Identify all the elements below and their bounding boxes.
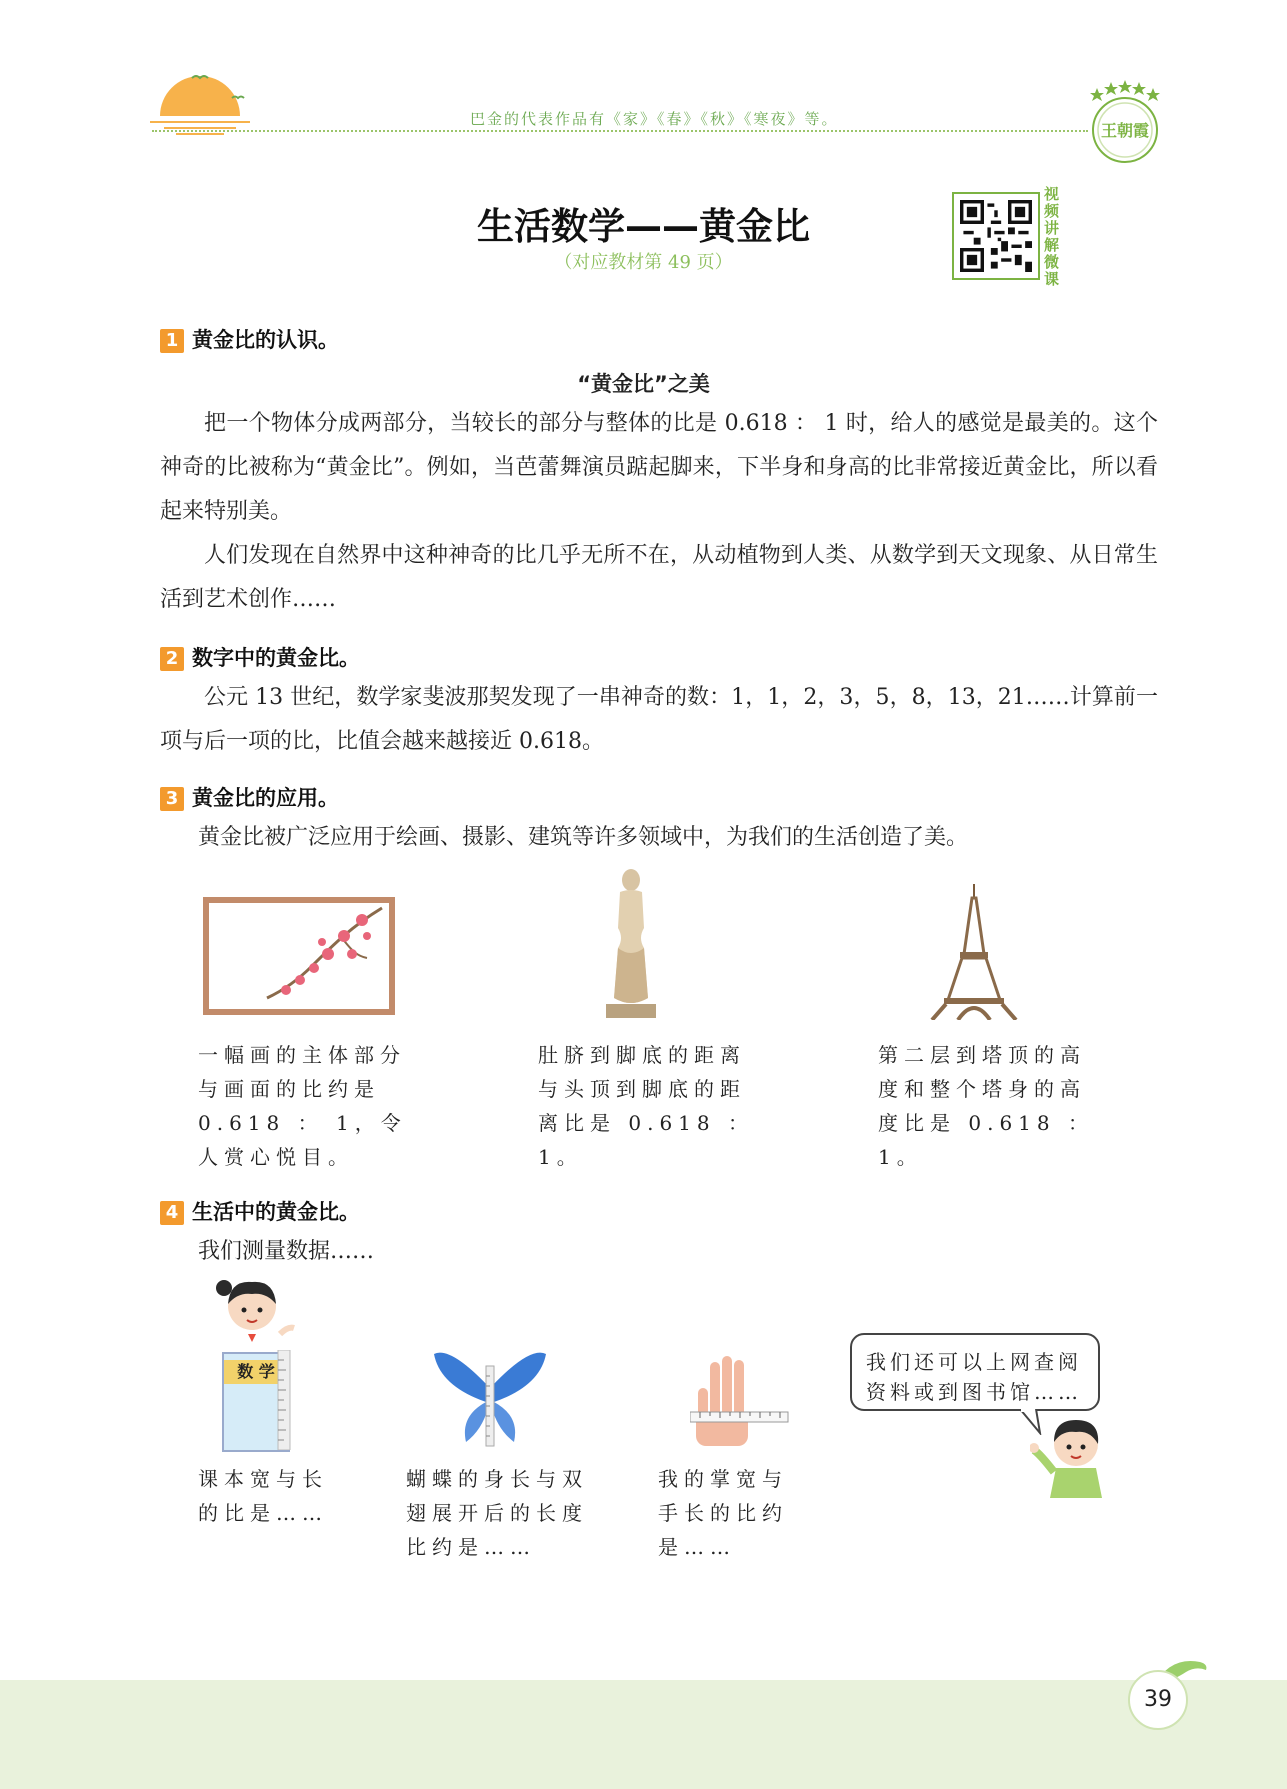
section-heading-text: 黄金比的应用。 [192, 786, 339, 810]
boy-character-icon [1030, 1414, 1112, 1498]
footer-background [0, 1680, 1287, 1789]
section-heading-text: 数字中的黄金比。 [192, 646, 360, 670]
golden-ratio-beauty-title: “黄金比”之美 [577, 372, 710, 396]
brand-name: 王朝霞 [1100, 121, 1150, 140]
statue-caption: 肚脐到脚底的距离与头顶到脚底的距离比是 0.618 ： 1。 [538, 1043, 754, 1169]
video-lesson-label: 视频讲解微课 [1044, 185, 1060, 288]
hand-caption: 我的掌宽与手长的比约是…… [658, 1467, 788, 1559]
girl-character-icon [214, 1276, 304, 1358]
section-number: 2 [160, 647, 184, 671]
section-2-heading [160, 642, 360, 672]
paragraph: 人们发现在自然界中这种神奇的比几乎无所不在，从动植物到人类、从数学到天文现象、从日常生活到艺术创作…… [160, 543, 1158, 612]
eiffel-tower-icon [928, 884, 1020, 1020]
section-number: 3 [160, 787, 184, 811]
section-3-heading [160, 782, 339, 812]
section-number: 4 [160, 1201, 184, 1225]
paragraph: 我们测量数据…… [198, 1239, 375, 1264]
section-1-heading [160, 324, 339, 354]
ruler-icon [276, 1350, 292, 1450]
header-divider [152, 130, 1088, 132]
paragraph: 把一个物体分成两部分，当较长的部分与整体的比是 0.618 ： 1 时，给人的感觉是最美的。这个神奇的比被称为“黄金比”。例如，当芭蕾舞演员踮起脚来，下半身和身高的比非常接近黄金比，所以看起来特别美。 [160, 411, 1158, 524]
painting-caption: 一幅画的主体部分与画面的比约是 0.618 ： 1，令人赏心悦目。 [198, 1043, 407, 1169]
section-number: 1 [160, 329, 184, 353]
textbook-title: 数 学 [224, 1360, 288, 1384]
tower-caption: 第二层到塔顶的高度和整个塔身的高度比是 0.618 ： 1。 [878, 1043, 1094, 1169]
butterfly-icon [430, 1346, 550, 1450]
page-subtitle: （对应教材第 49 页） [554, 252, 733, 273]
page-title: 生活数学——黄金比 [477, 205, 810, 248]
section-heading-text: 黄金比的认识。 [192, 328, 339, 352]
page-number: 39 [1128, 1670, 1188, 1730]
qr-code-icon [960, 200, 1032, 272]
qr-code[interactable] [952, 192, 1040, 280]
section-heading-text: 生活中的黄金比。 [192, 1200, 360, 1224]
plum-blossom-painting-icon [202, 896, 396, 1016]
paragraph: 公元 13 世纪，数学家斐波那契发现了一串神奇的数：1，1，2，3，5，8，13，21……计算前一项与后一项的比，比值会越来越接近 0.618。 [160, 685, 1158, 754]
paragraph: 黄金比被广泛应用于绘画、摄影、建筑等许多领域中，为我们的生活创造了美。 [198, 825, 969, 850]
speech-bubble: 我们还可以上网查阅资料或到图书馆…… [850, 1333, 1100, 1411]
header-motto: 巴金的代表作品有《家》《春》《秋》《寒夜》等。 [470, 110, 839, 128]
hand-measuring-icon [690, 1352, 790, 1448]
section-4-heading [160, 1196, 360, 1226]
butterfly-caption: 蝴蝶的身长与双翅展开后的长度比约是…… [406, 1467, 588, 1559]
brand-badge-icon [1085, 78, 1165, 168]
venus-statue-icon [598, 868, 664, 1020]
textbook-caption: 课本宽与长的比是…… [198, 1467, 328, 1525]
